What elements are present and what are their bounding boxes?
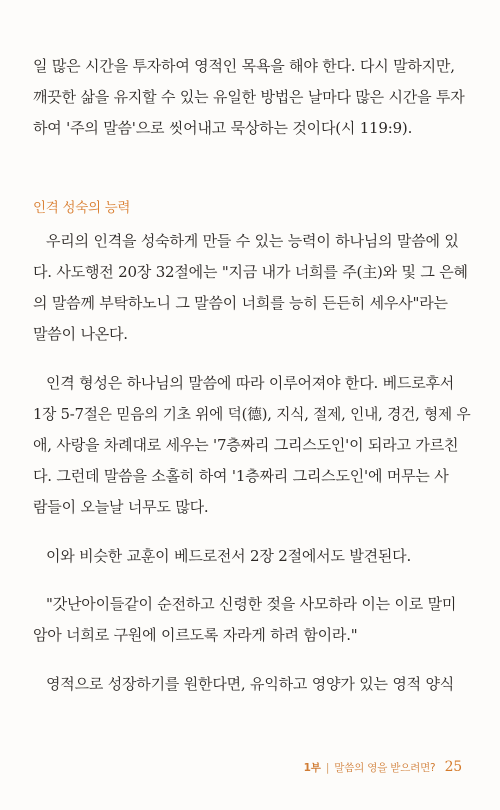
body-line-8: 인격 형성은 하나님의 말씀에 따라 이루어져야 한다. 베드로후서 [46,374,455,392]
body-line-1: 일 많은 시간을 투자하여 영적인 목욕을 해야 한다. 다시 말하지만, [33,57,455,75]
body-line-16: 영적으로 성장하기를 원한다면, 유익하고 영양가 있는 영적 양식 [46,675,455,693]
body-line-5: 다. 사도행전 20장 32절에는 "지금 내가 너희를 주(主)와 및 그 은혜 [33,263,468,281]
body-line-3: 하여 '주의 말씀'으로 씻어내고 묵상하는 것이다(시 119:9). [33,119,413,137]
body-line-4: 우리의 인격을 성숙하게 만들 수 있는 능력이 하나님의 말씀에 있 [46,232,459,250]
running-footer [304,759,462,776]
body-line-6: 의 말씀께 부탁하노니 그 말씀이 너희를 능히 든든히 세우사"라는 [33,294,448,312]
section-heading: 인격 성숙의 능력 [33,200,131,216]
body-line-9: 1장 5-7절은 믿음의 기초 위에 덕(德), 지식, 절제, 인내, 경건, 형제 우 [33,405,471,423]
body-line-2: 깨끗한 삶을 유지할 수 있는 유일한 방법은 날마다 많은 시간을 투자 [33,88,465,106]
body-line-14: "갓난아이들같이 순전하고 신령한 젖을 사모하라 이는 이로 말미 [46,595,457,613]
body-line-11: 다. 그런데 말씀을 소홀히 하여 '1층짜리 그리스도인'에 머무는 사 [33,467,449,485]
body-line-7: 말씀이 나온다. [33,325,128,343]
footer-separator: | [325,762,330,774]
footer-chapter-title: 말씀의 영을 받으려면? [334,762,436,774]
body-line-13: 이와 비슷한 교훈이 베드로전서 2장 2절에서도 발견된다. [46,547,412,565]
page-number: 25 [444,759,462,775]
footer-part-label: 1부 [303,762,321,774]
body-line-15: 암아 너희로 구원에 이르도록 자라게 하려 함이라." [33,626,358,644]
body-line-12: 람들이 오늘날 너무도 많다. [33,498,209,516]
body-line-10: 애, 사랑을 차례대로 세우는 '7층짜리 그리스도인'이 되라고 가르친 [33,436,459,454]
